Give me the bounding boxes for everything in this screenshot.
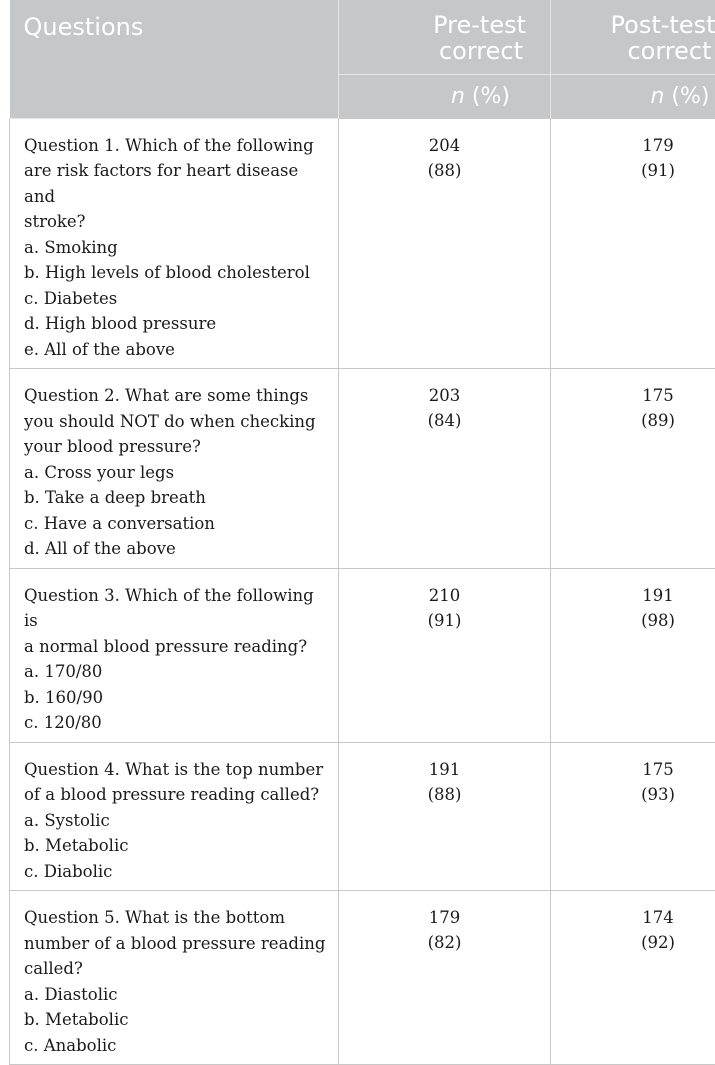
question-text-line: are risk factors for heart disease and bbox=[24, 158, 330, 209]
answer-option: c. Anabolic bbox=[24, 1033, 330, 1059]
question-text-line: Question 3. Which of the following is bbox=[24, 583, 330, 634]
header-pre-test bbox=[339, 0, 551, 74]
header-post-test-line1: Post-test bbox=[551, 12, 715, 38]
answer-option: b. Metabolic bbox=[24, 1007, 330, 1033]
answer-option: b. High levels of blood cholesterol bbox=[24, 260, 330, 286]
post-test-pct: (98) bbox=[601, 608, 715, 633]
answer-option: d. High blood pressure bbox=[24, 311, 330, 337]
answer-option: a. Smoking bbox=[24, 235, 330, 261]
question-text-line: your blood pressure? bbox=[24, 434, 330, 460]
pre-test-pct: (88) bbox=[339, 158, 550, 183]
answer-option: b. 160/90 bbox=[24, 685, 330, 711]
table-row bbox=[10, 891, 715, 1065]
answer-option: c. Have a conversation bbox=[24, 511, 330, 537]
question-text-line: Question 4. What is the top number bbox=[24, 757, 330, 783]
header-questions bbox=[10, 0, 339, 118]
answer-option: b. Metabolic bbox=[24, 833, 330, 859]
question-text-line: number of a blood pressure reading bbox=[24, 931, 330, 957]
post-test-pct: (92) bbox=[601, 930, 715, 955]
header-post-n-label: n bbox=[650, 84, 664, 109]
answer-option: c. Diabolic bbox=[24, 859, 330, 885]
table-row bbox=[10, 118, 715, 369]
pre-test-cell bbox=[339, 891, 551, 1065]
question-cell bbox=[10, 742, 339, 891]
question-text-line: of a blood pressure reading called? bbox=[24, 782, 330, 808]
header-post-test-line2: correct bbox=[551, 38, 715, 64]
post-test-pct: (93) bbox=[601, 782, 715, 807]
pre-test-cell bbox=[339, 118, 551, 369]
table-row bbox=[10, 568, 715, 742]
pre-test-cell bbox=[339, 742, 551, 891]
answer-option: b. Take a deep breath bbox=[24, 485, 330, 511]
table-body bbox=[10, 118, 715, 1065]
table-header bbox=[10, 0, 715, 118]
post-test-pct: (91) bbox=[601, 158, 715, 183]
header-post-pct-label: (%) bbox=[671, 84, 709, 109]
question-text-line: called? bbox=[24, 956, 330, 982]
pre-test-pct: (88) bbox=[339, 782, 550, 807]
pre-test-cell bbox=[339, 568, 551, 742]
table-row bbox=[10, 369, 715, 569]
post-test-n: 179 bbox=[601, 133, 715, 158]
pre-test-n: 204 bbox=[339, 133, 550, 158]
post-test-cell bbox=[551, 742, 715, 891]
answer-option: c. 120/80 bbox=[24, 710, 330, 736]
results-table-container bbox=[9, 0, 715, 1065]
header-pre-test-line1: Pre-test bbox=[339, 12, 526, 38]
header-post-n-pct bbox=[551, 74, 715, 118]
answer-option: a. Diastolic bbox=[24, 982, 330, 1008]
question-cell bbox=[10, 568, 339, 742]
header-pre-n-label: n bbox=[451, 84, 465, 109]
question-text-line: you should NOT do when checking bbox=[24, 409, 330, 435]
post-test-n: 191 bbox=[601, 583, 715, 608]
answer-option: a. 170/80 bbox=[24, 659, 330, 685]
post-test-n: 175 bbox=[601, 383, 715, 408]
pre-test-n: 179 bbox=[339, 905, 550, 930]
answer-option: c. Diabetes bbox=[24, 286, 330, 312]
pre-test-pct: (84) bbox=[339, 408, 550, 433]
question-text-line: stroke? bbox=[24, 209, 330, 235]
post-test-cell bbox=[551, 891, 715, 1065]
post-test-pct: (89) bbox=[601, 408, 715, 433]
header-pre-pct-label: (%) bbox=[472, 84, 510, 109]
post-test-cell bbox=[551, 568, 715, 742]
pre-test-pct: (91) bbox=[339, 608, 550, 633]
answer-option: a. Systolic bbox=[24, 808, 330, 834]
answer-option: a. Cross your legs bbox=[24, 460, 330, 486]
table-row bbox=[10, 742, 715, 891]
question-text-line: Question 5. What is the bottom bbox=[24, 905, 330, 931]
answer-option: e. All of the above bbox=[24, 337, 330, 363]
header-questions-label: Questions bbox=[24, 13, 144, 41]
post-test-cell bbox=[551, 369, 715, 569]
post-test-n: 174 bbox=[601, 905, 715, 930]
question-text-line: a normal blood pressure reading? bbox=[24, 634, 330, 660]
question-text-line: Question 2. What are some things bbox=[24, 383, 330, 409]
post-test-cell bbox=[551, 118, 715, 369]
pre-test-pct: (82) bbox=[339, 930, 550, 955]
question-cell bbox=[10, 369, 339, 569]
pre-test-n: 203 bbox=[339, 383, 550, 408]
results-table bbox=[9, 0, 715, 1065]
question-cell bbox=[10, 118, 339, 369]
post-test-n: 175 bbox=[601, 757, 715, 782]
pre-test-n: 191 bbox=[339, 757, 550, 782]
pre-test-cell bbox=[339, 369, 551, 569]
header-post-test bbox=[551, 0, 715, 74]
header-pre-test-line2: correct bbox=[339, 38, 526, 64]
pre-test-n: 210 bbox=[339, 583, 550, 608]
question-cell bbox=[10, 891, 339, 1065]
question-text-line: Question 1. Which of the following bbox=[24, 133, 330, 159]
header-pre-n-pct bbox=[339, 74, 551, 118]
answer-option: d. All of the above bbox=[24, 536, 330, 562]
